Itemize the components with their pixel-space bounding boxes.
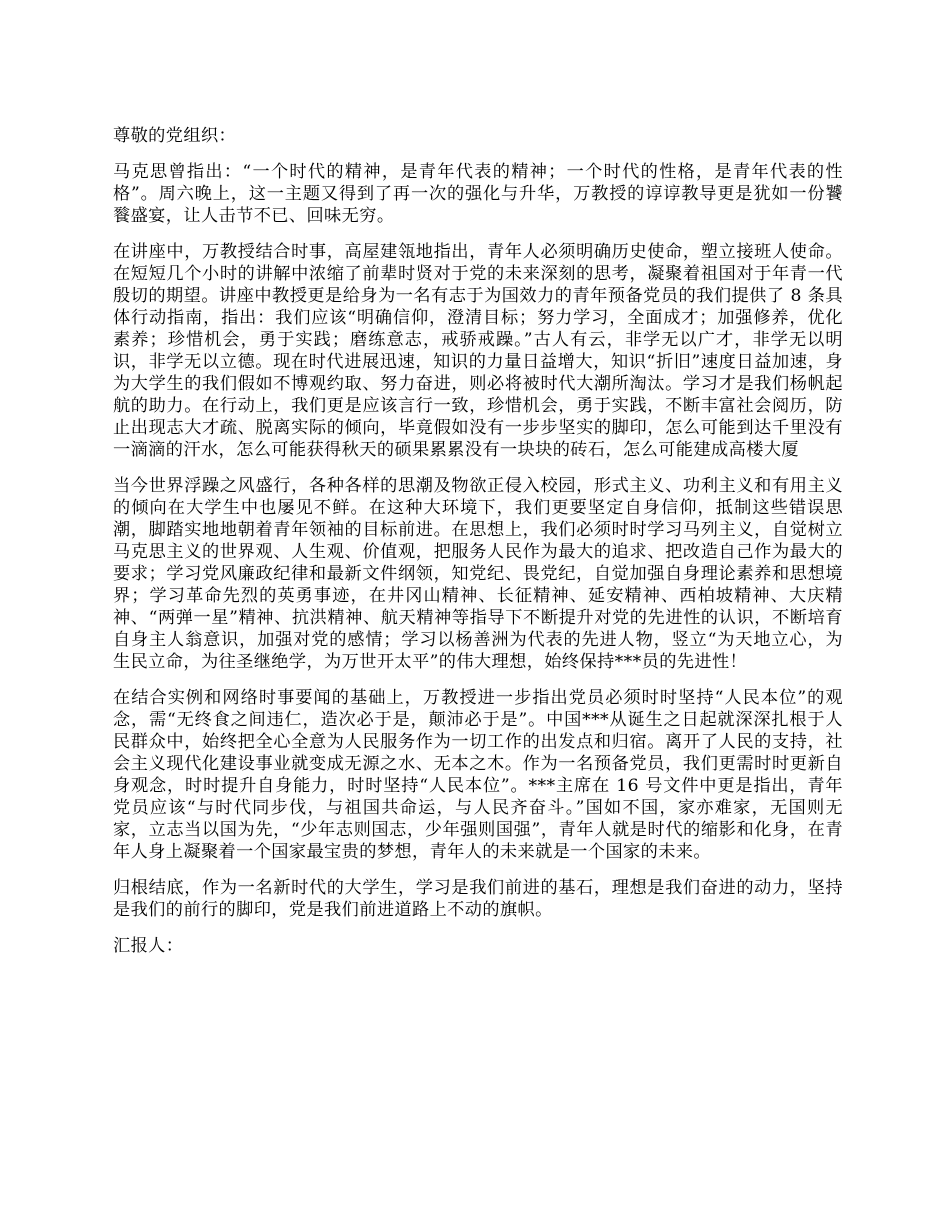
paragraph-3: 当今世界浮躁之风盛行，各种各样的思潮及物欲正侵入校园，形式主义、功利主义和有用主义的倾向在大学生中也屡见不鲜。在这种大环境下，我们更要坚定自身信仰，抵制这些错误思潮，脚踏实地地朝着青年领袖的目标前进。在思想上，我们必须时时学习马列主义，自觉树立马克思主义的世界观、人生观、价值观，把服务人民作为最大的追求、把改造自己作为最大的要求；学习党风廉政纪律和最新文件纲领，知党纪、畏党纪，自觉加强自身理论素养和思想境界；学习革命先烈的英勇事迹，在井冈山精神、长征精神、延安精神、西柏坡精神、大庆精神、“两弹一星”精神、抗洪精神、航天精神等指导下不断提升对党的先进性的认识，不断培育自身主人翁意识，加强对党的感情；学习以杨善洲为代表的先进人物，竖立“为天地立心，为生民立命，为往圣继绝学，为万世开太平”的伟大理想，始终保持***员的先进性！ [113, 476, 843, 672]
document-page [113, 125, 843, 957]
paragraph-1: 马克思曾指出：“一个时代的精神，是青年代表的精神；一个时代的性格，是青年代表的性格”。周六晚上，这一主题又得到了再一次的强化与升华，万教授的谆谆教导更是犹如一份饕餮盛宴，让人击节不已、回味无穷。 [113, 162, 843, 226]
salutation: 尊敬的党组织： [113, 126, 237, 146]
paragraph-5: 归根结底，作为一名新时代的大学生，学习是我们前进的基石，理想是我们奋进的动力，坚持是我们的前行的脚印，党是我们前进道路上不动的旗帜。 [113, 878, 843, 920]
signature-line: 汇报人： [113, 936, 184, 956]
paragraph-4: 在结合实例和网络时事要闻的基础上，万教授进一步指出党员必须时时坚持“人民本位”的观念，需“无终食之间违仁，造次必于是，颠沛必于是”。中国***从诞生之日起就深深扎根于人民群众中，始终把全心全意为人民服务作为一切工作的出发点和归宿。离开了人民的支持，社会主义现代化建设事业就变成无源之水、无本之木。作为一名预备党员，我们更需时时更新自身观念，时时提升自身能力，时时坚持“人民本位”。***主席在 16 号文件中更是指出，青年党员应该“与时代同步伐，与祖国共命运，与人民齐奋斗。”国如不国，家亦难家，无国则无家，立志当以国为先，“少年志则国志，少年强则国强”，青年人就是时代的缩影和化身，在青年人身上凝聚着一个国家最宝贵的梦想，青年人的未来就是一个国家的未来。 [113, 688, 843, 862]
paragraph-2: 在讲座中，万教授结合时事，高屋建瓴地指出，青年人必须明确历史使命，塑立接班人使命。在短短几个小时的讲解中浓缩了前辈时贤对于党的未来深刻的思考，凝聚着祖国对于年青一代殷切的期望。讲座中教授更是给身为一名有志于为国效力的青年预备党员的我们提供了 8 条具体行动指南，指出：我们应该“明确信仰，澄清目标；努力学习，全面成才；加强修养，优化素养；珍惜机会，勇于实践；磨练意志，戒骄戒躁。”古人有云，非学无以广才，非学无以明识，非学无以立德。现在时代进展迅速，知识的力量日益增大，知识“折旧”速度日益加速，身为大学生的我们假如不博观约取、努力奋进，则必将被时代大潮所淘汰。学习才是我们杨帆起航的助力。在行动上，我们更是应该言行一致，珍惜机会，勇于实践，不断丰富社会阅历，防止出现志大才疏、脱离实际的倾向，毕竟假如没有一步步坚实的脚印，怎么可能到达千里没有一滴滴的汗水，怎么可能获得秋天的硕果累累没有一块块的砖石，怎么可能建成高楼大厦 [113, 242, 843, 460]
